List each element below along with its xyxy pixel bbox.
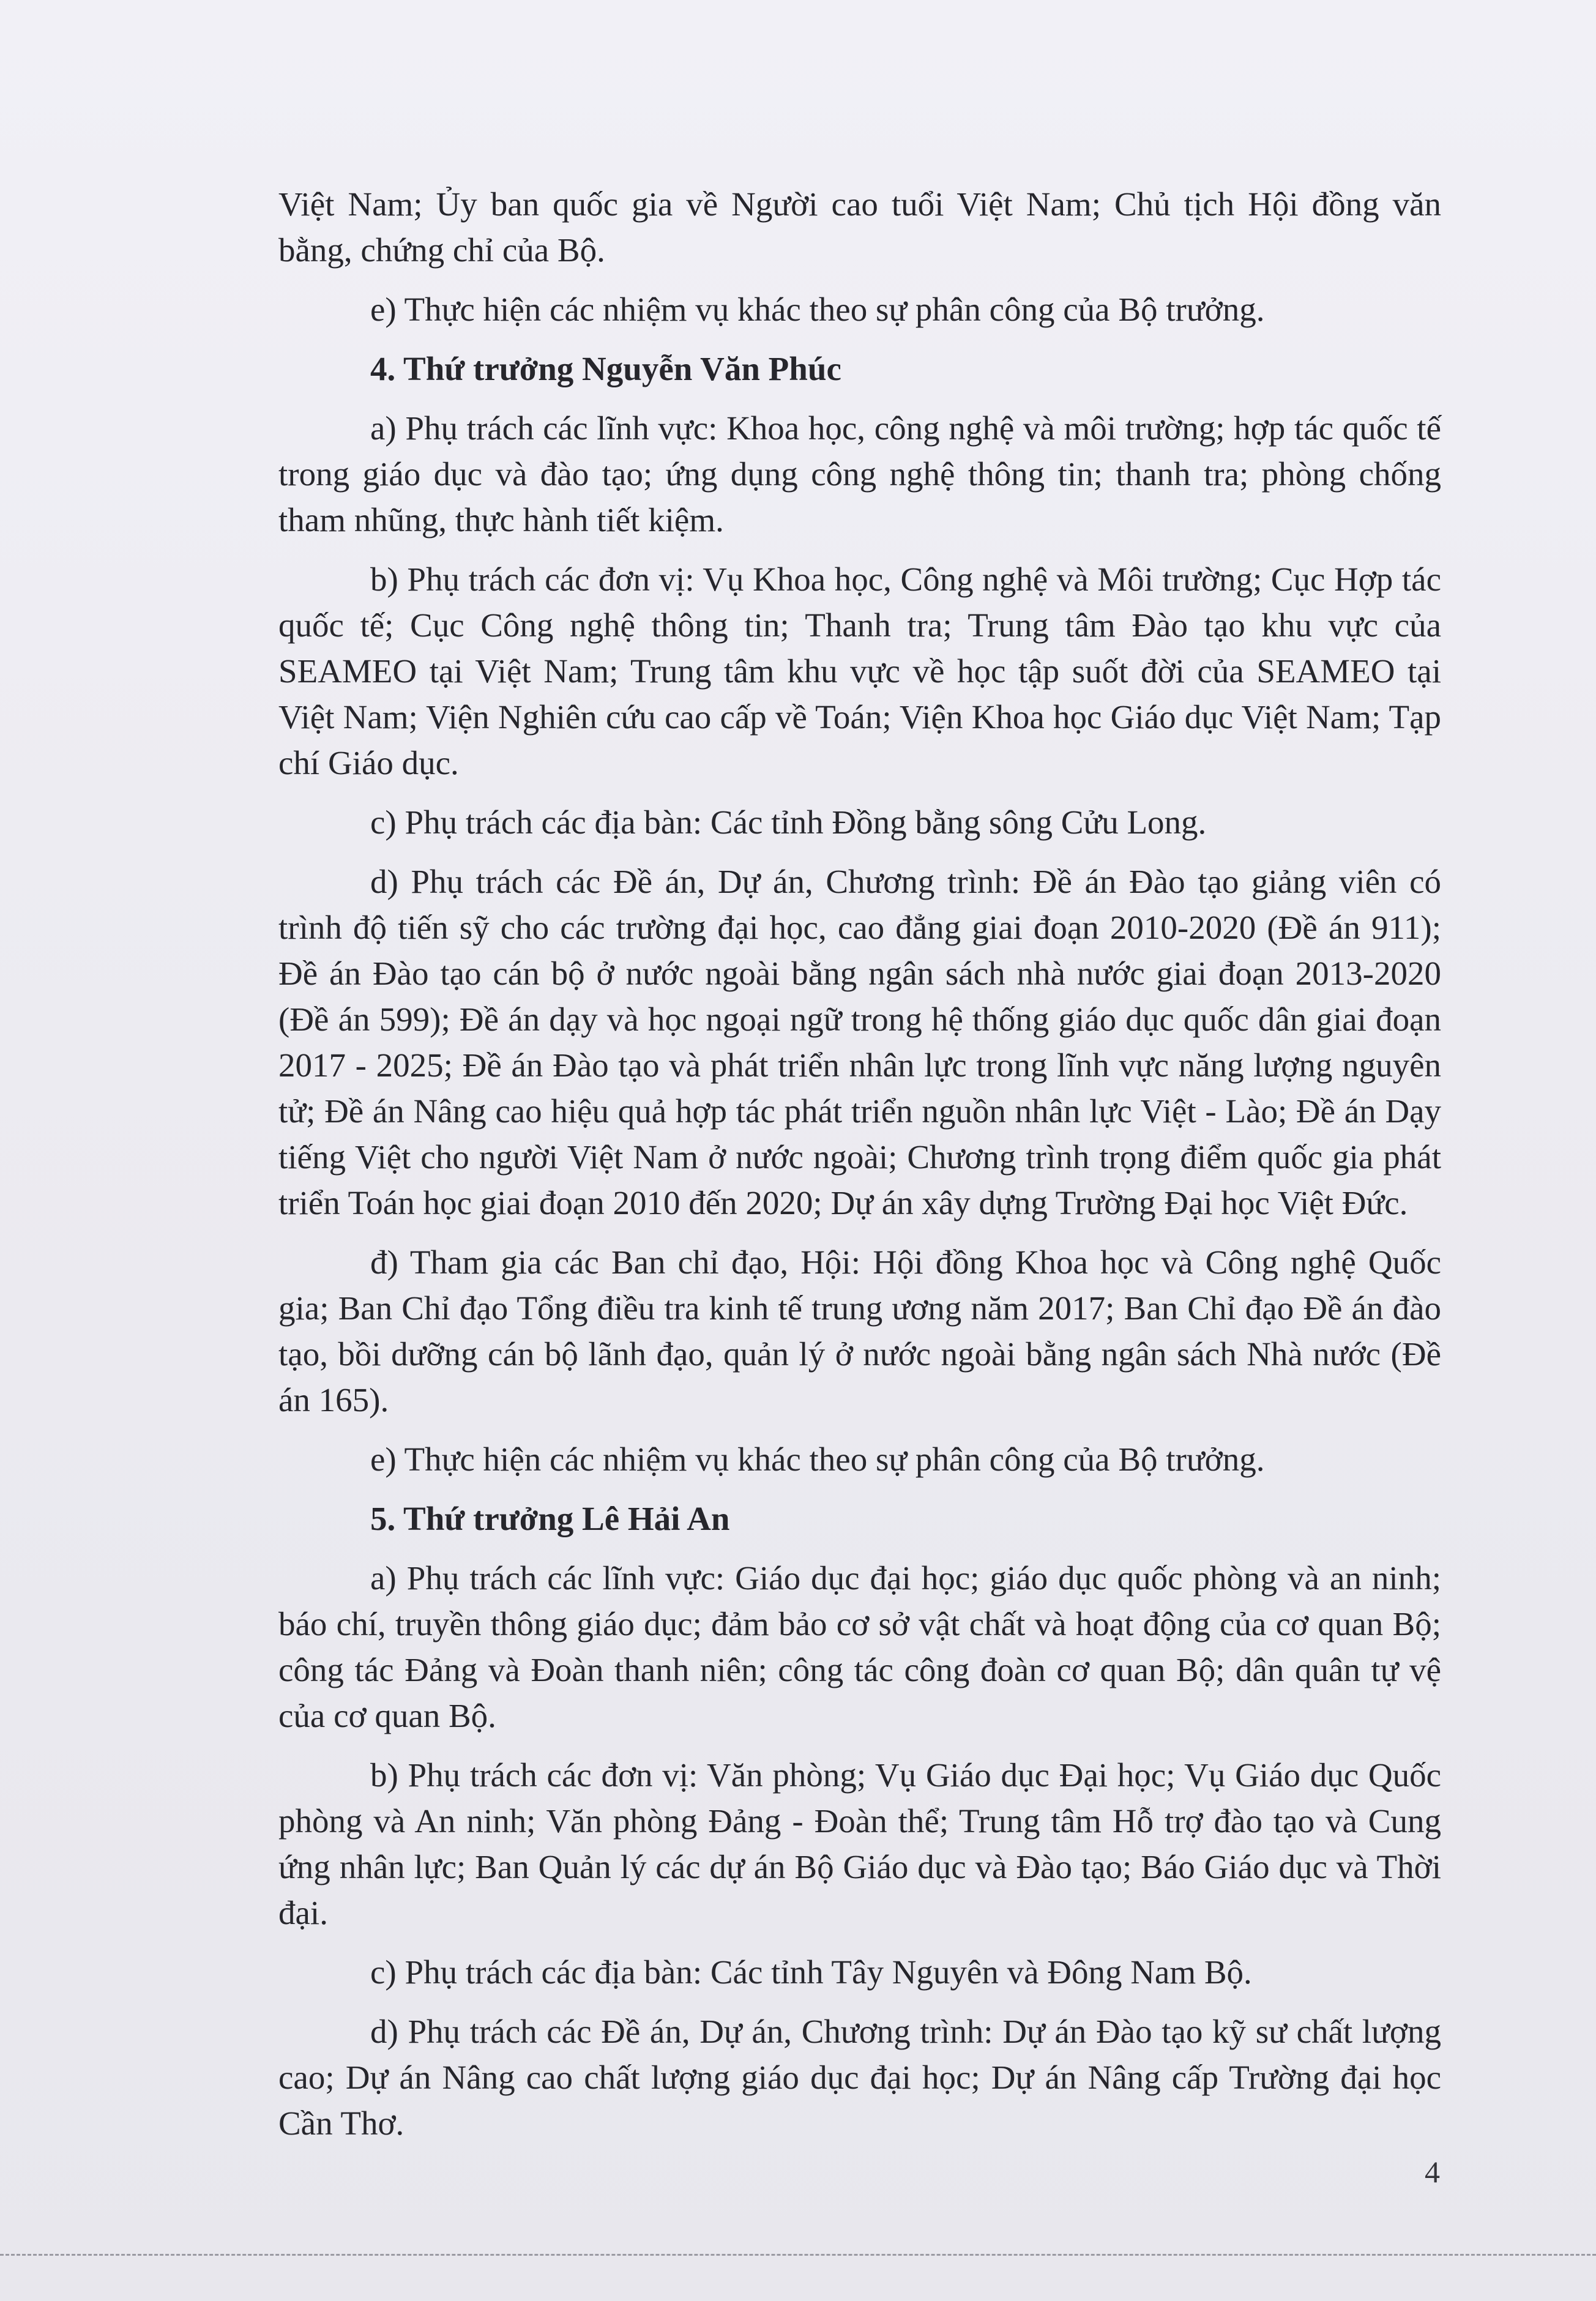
page-number: 4 xyxy=(1425,2155,1440,2189)
section-heading-4: 4. Thứ trưởng Nguyễn Văn Phúc xyxy=(370,350,841,387)
paragraph-item-e: e) Thực hiện các nhiệm vụ khác theo sự phân công của Bộ trưởng. xyxy=(370,291,1265,328)
paragraph-item-a: a) Phụ trách các lĩnh vực: Khoa học, công nghệ và môi trường; hợp tác quốc tế trong giáo dục và đào tạo; ứng dụng công nghệ thông tin; thanh tra; phòng chống tham nhũng, thực hành tiết kiệm. xyxy=(278,409,1441,539)
paragraph-item-dd: đ) Tham gia các Ban chỉ đạo, Hội: Hội đồng Khoa học và Công nghệ Quốc gia; Ban Chỉ đạo Tổng điều tra kinh tế trung ương năm 2017; Ban Chỉ đạo Đề án đào tạo, bồi dưỡng cán bộ lãnh đạo, quản lý ở nước ngoài bằng ngân sách Nhà nước (Đề án 165). xyxy=(278,1244,1441,1419)
paragraph-item-c: c) Phụ trách các địa bàn: Các tỉnh Tây Nguyên và Đông Nam Bộ. xyxy=(370,1953,1252,1991)
paragraph-item-b: b) Phụ trách các đơn vị: Vụ Khoa học, Công nghệ và Môi trường; Cục Hợp tác quốc tế; Cục Công nghệ thông tin; Thanh tra; Trung tâm Đào tạo khu vực của SEAMEO tại Việt Nam; Trung tâm khu vực về học tập suốt đời của SEAMEO tại Việt Nam; Viện Nghiên cứu cao cấp về Toán; Viện Khoa học Giáo dục Việt Nam; Tạp chí Giáo dục. xyxy=(278,561,1441,781)
paragraph-item-d: d) Phụ trách các Đề án, Dự án, Chương trình: Dự án Đào tạo kỹ sư chất lượng cao; Dự án Nâng cao chất lượng giáo dục đại học; Dự án Nâng cấp Trường đại học Cần Thơ. xyxy=(278,2013,1441,2142)
paragraph-item-c: c) Phụ trách các địa bàn: Các tỉnh Đồng bằng sông Cửu Long. xyxy=(370,804,1207,841)
paragraph-item-d: d) Phụ trách các Đề án, Dự án, Chương trình: Đề án Đào tạo giảng viên có trình độ tiến sỹ cho các trường đại học, cao đẳng giai đoạn 2010-2020 (Đề án 911); Đề án Đào tạo cán bộ ở nước ngoài bằng ngân sách nhà nước giai đoạn 2013-2020 (Đề án 599); Đề án dạy và học ngoại ngữ trong hệ thống giáo dục quốc dân giai đoạn 2017 - 2025; Đề án Đào tạo và phát triển nhân lực trong lĩnh vực năng lượng nguyên tử; Đề án Nâng cao hiệu quả hợp tác phát triển nguồn nhân lực Việt - Lào; Đề án Dạy tiếng Việt cho người Việt Nam ở nước ngoài; Chương trình trọng điểm quốc gia phát triển Toán học giai đoạn 2010 đến 2020; Dự án xây dựng Trường Đại học Việt Đức. xyxy=(278,863,1441,1221)
paragraph-continuation: Việt Nam; Ủy ban quốc gia về Người cao tuổi Việt Nam; Chủ tịch Hội đồng văn bằng, chứng chỉ của Bộ. xyxy=(278,185,1441,269)
paragraph-item-a: a) Phụ trách các lĩnh vực: Giáo dục đại học; giáo dục quốc phòng và an ninh; báo chí, truyền thông giáo dục; đảm bảo cơ sở vật chất và hoạt động của cơ quan Bộ; công tác Đảng và Đoàn thanh niên; công tác công đoàn cơ quan Bộ; dân quân tự vệ của cơ quan Bộ. xyxy=(278,1559,1441,1734)
document-body xyxy=(278,181,1441,2146)
paragraph-item-e: e) Thực hiện các nhiệm vụ khác theo sự phân công của Bộ trưởng. xyxy=(370,1441,1265,1478)
page-bottom-divider xyxy=(0,2254,1596,2256)
section-heading-5: 5. Thứ trưởng Lê Hải An xyxy=(370,1500,730,1537)
paragraph-item-b: b) Phụ trách các đơn vị: Văn phòng; Vụ Giáo dục Đại học; Vụ Giáo dục Quốc phòng và An ninh; Văn phòng Đảng - Đoàn thể; Trung tâm Hỗ trợ đào tạo và Cung ứng nhân lực; Ban Quản lý các dự án Bộ Giáo dục và Đào tạo; Báo Giáo dục và Thời đại. xyxy=(278,1756,1441,1931)
